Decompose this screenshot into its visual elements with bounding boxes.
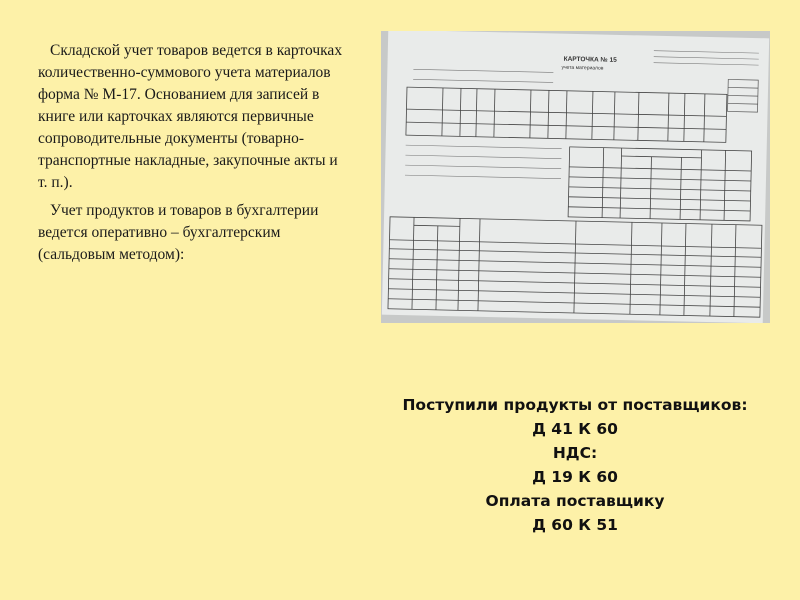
- entry-debit-19-credit-60: Д 19 К 60: [532, 468, 618, 486]
- entry-heading-products: Поступили продукты от поставщиков:: [402, 396, 748, 414]
- paragraph-accounting-method: Учет продуктов и товаров в бухгалтерии ведется оперативно – бухгалтерским (сальдовым методом):: [38, 202, 319, 263]
- entry-debit-60-credit-51: Д 60 К 51: [532, 516, 618, 534]
- card-subtitle: учета материалов: [561, 64, 604, 72]
- description-text: [38, 40, 343, 272]
- entry-heading-vat: НДС:: [552, 444, 598, 462]
- paragraph-warehouse-accounting: Складской учет товаров ведется в карточках количественно-суммового учета материалов форма № М-17. Основанием для записей в книге или карточках являются первичные сопроводительные документы (товарно-транспортные накладные, закупочные акты и т. п.).: [38, 42, 343, 191]
- accounting-entries: [360, 393, 790, 537]
- material-card-illustration: [381, 31, 770, 323]
- material-card-photo: [381, 31, 770, 323]
- entry-debit-41-credit-60: Д 41 К 60: [532, 420, 618, 438]
- entry-heading-payment: Оплата поставщику: [485, 492, 665, 510]
- card-title: КАРТОЧКА № 15: [563, 55, 617, 64]
